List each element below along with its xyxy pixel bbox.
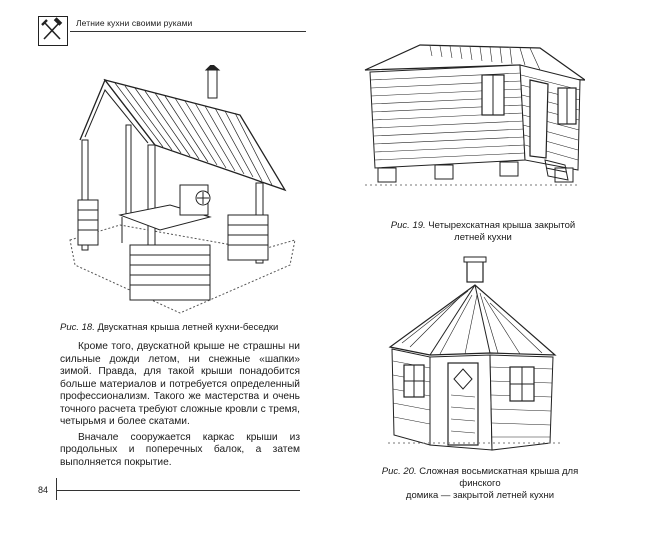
figure-20-text-line1: Сложная восьмискатная крыша для финского	[419, 466, 579, 489]
figure-19-text-line1: Четырехскатная крыша закрытой	[428, 220, 576, 231]
figure-18-label: Рис. 18.	[60, 322, 95, 333]
figure-18-text: Двускатная крыша летней кухни-беседки	[97, 322, 279, 333]
closed-kitchen-illustration	[360, 40, 585, 210]
finnish-house-illustration	[380, 255, 570, 465]
footer-rule-vertical	[56, 478, 57, 500]
body-text	[60, 341, 300, 469]
footer-rule	[56, 490, 300, 491]
hammer-saw-icon	[38, 16, 68, 46]
figure-19-label: Рис. 19.	[390, 220, 426, 231]
header-rule	[70, 31, 306, 32]
figure-19-caption	[378, 220, 588, 244]
gazebo-illustration	[60, 65, 300, 315]
figure-19-text-line2: летней кухни	[454, 232, 512, 243]
figure-20-text-line2: домика — закрытой летней кухни	[405, 490, 555, 501]
body-paragraph: Вначале сооружается каркас крыши из продольных и поперечных балок, а затем выполняется покрытие.	[60, 431, 300, 468]
figure-20-caption	[372, 466, 588, 502]
figure-18-caption	[60, 322, 305, 334]
running-head: Летние кухни своими руками	[76, 18, 193, 28]
page-number: 84	[38, 485, 49, 495]
figure-20-label: Рис. 20.	[381, 466, 417, 477]
body-paragraph: Кроме того, двускатной крыше не страшны ни сильные дожди летом, ни снежные «шапки» зимой. Правда, для такой крыши понадобится больше материалов и потребуется определенный профессионализм. Такого же мастерства и очень точного расчета требуют сложные кровли с тремя, четырьмя и более скатами.	[60, 341, 300, 427]
